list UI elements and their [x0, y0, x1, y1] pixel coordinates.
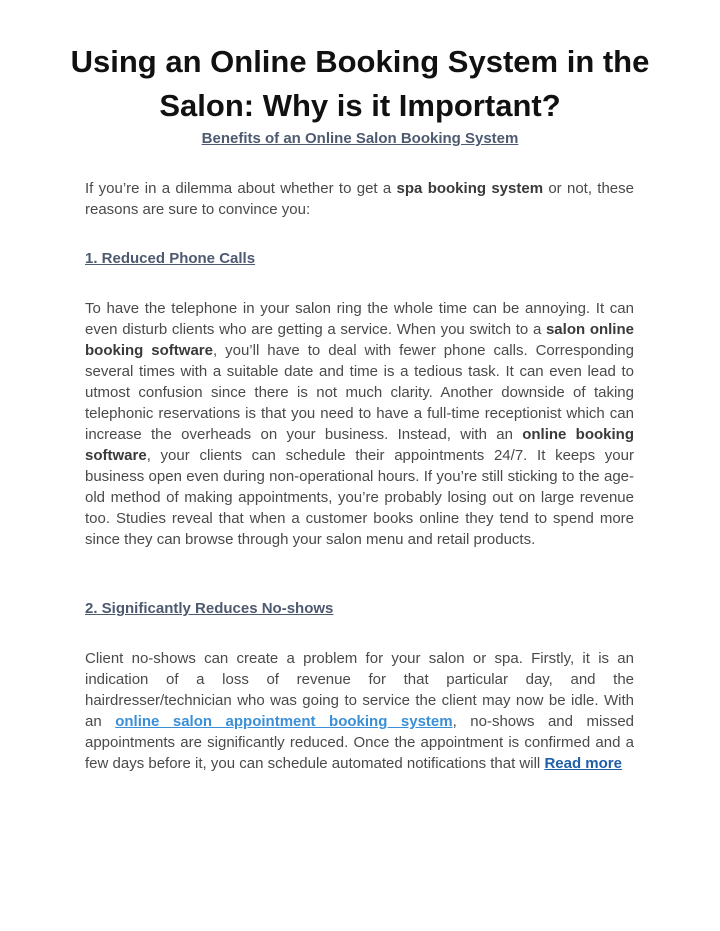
section1-bold-term-2: online booking software	[85, 426, 635, 464]
section2-heading: 2. Significantly Reduces No-shows	[85, 600, 334, 617]
page-subtitle: Benefits of an Online Salon Booking System	[201, 130, 519, 147]
section1-heading: 1. Reduced Phone Calls	[85, 250, 256, 267]
intro-paragraph	[85, 178, 634, 220]
intro-bold-term: spa booking system	[396, 180, 544, 197]
intro-text-2: or not, these reasons are sure to convince you:	[85, 180, 634, 218]
intro-text-1: If you’re in a dilemma about whether to get a	[85, 180, 397, 197]
section2-text-2: , no-shows and missed appointments are significantly reduced. Once the appointment is confirmed and a few days before it, you can schedule automated notifications that will	[85, 713, 635, 772]
section2-text-1: Client no-shows can create a problem for your salon or spa. Firstly, it is an indication of a loss of revenue for that particular day, and the hairdresser/technician who was going to service the client may now be idle. With an	[85, 650, 634, 730]
section1-paragraph	[85, 298, 634, 550]
read-more-link[interactable]: Read more	[544, 755, 622, 772]
section1-text-3: , your clients can schedule their appointments 24/7. It keeps your business open even during non-operational hours. If you’re still sticking to the age-old method of making appointments, you’re probably losing out on large revenue too. Studies reveal that when a customer books online they tend to spend more since they can browse through your salon menu and retail products.	[85, 447, 634, 548]
section1-bold-term-1: salon online booking software	[85, 321, 634, 359]
page-title: Using an Online Booking System in the Salon: Why is it Important?	[70, 44, 650, 123]
section1-text-1: To have the telephone in your salon ring the whole time can be annoying. It can even disturb clients who are getting a service. When you switch to a	[85, 300, 634, 338]
section1-text-2: , you’ll have to deal with fewer phone calls. Corresponding several times with a suitable date and time is a tedious task. It can even lead to utmost confusion since there is not much clarity. Another downside of taking telephonic reservations is that you need to have a full-time receptionist which can increase the overheads on your business. Instead, with an	[85, 342, 634, 443]
booking-system-link[interactable]: online salon appointment booking system	[115, 713, 453, 730]
section2-paragraph	[85, 648, 634, 774]
